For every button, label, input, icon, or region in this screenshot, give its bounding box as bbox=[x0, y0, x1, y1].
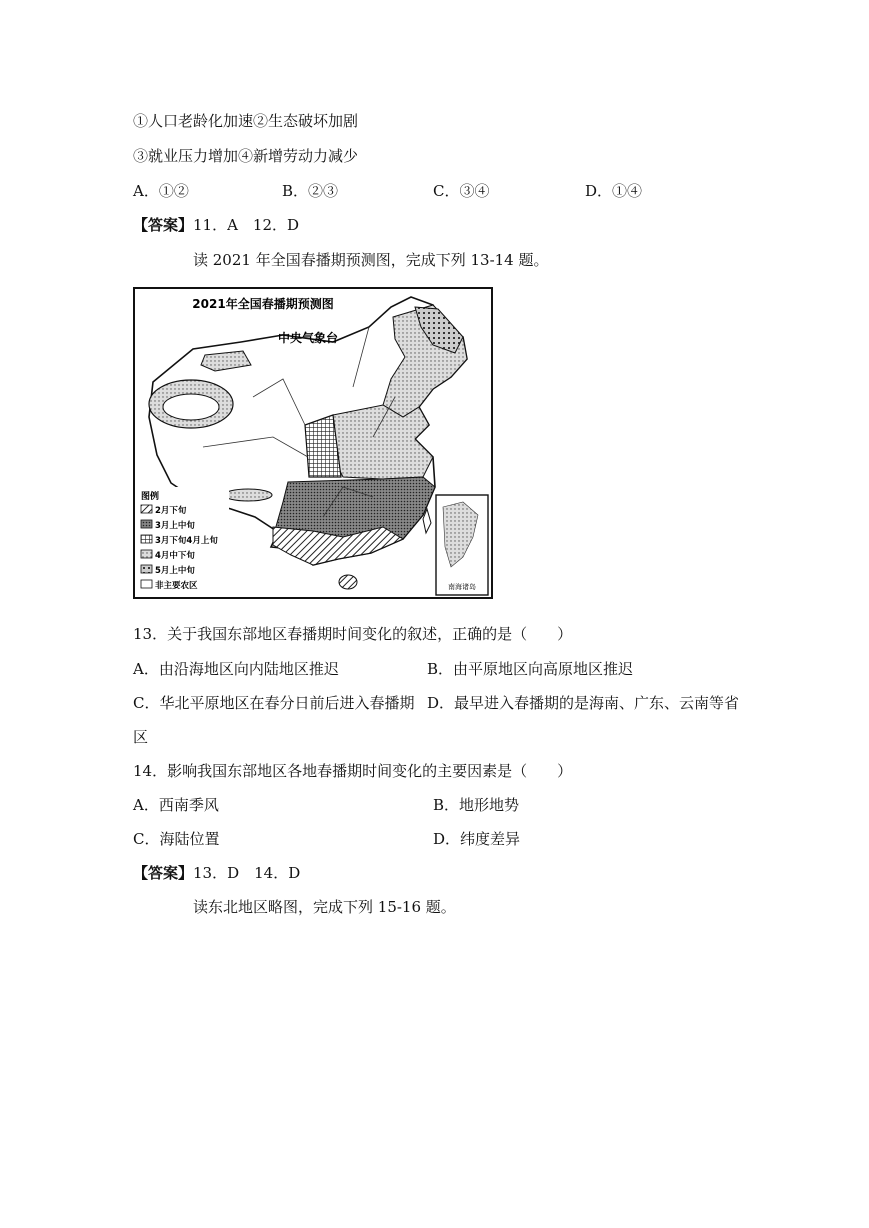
map-subtitle: 中央气象台 bbox=[277, 331, 339, 345]
legend-label-2: 3月上中旬 bbox=[155, 521, 195, 531]
legend-swatch-6 bbox=[141, 580, 152, 588]
legend-swatch-1 bbox=[141, 505, 152, 513]
answer-text-2: 13．D 14．D bbox=[193, 864, 301, 882]
map-legend bbox=[137, 487, 229, 597]
q14-option-b: B．地形地势 bbox=[433, 796, 520, 814]
q13-option-a: A．由沿海地区向内陆地区推迟 bbox=[133, 660, 339, 678]
q13-option-b: B．由平原地区向高原地区推迟 bbox=[427, 660, 634, 678]
legend-label-4: 4月中下旬 bbox=[155, 551, 195, 561]
statements-line-2: ③就业压力增加④新增劳动力减少 bbox=[133, 147, 359, 165]
legend-swatch-5 bbox=[141, 565, 152, 573]
answer-tag-2: 【答案】 bbox=[133, 864, 194, 882]
option-a: A．①② bbox=[133, 182, 189, 200]
option-d: D．①④ bbox=[585, 182, 643, 200]
intro-13-14: 读 2021 年全国春播期预测图，完成下列 13-14 题。 bbox=[193, 251, 549, 269]
spring-sowing-map bbox=[133, 287, 493, 599]
legend-label-5: 5月上中旬 bbox=[155, 566, 195, 576]
legend-title: 图例 bbox=[141, 492, 160, 502]
q13-option-d: D．最早进入春播期的是海南、广东、云南等省 bbox=[427, 694, 740, 712]
answer-line-1 bbox=[133, 215, 299, 235]
legend-swatch-4 bbox=[141, 550, 152, 558]
legend-label-6: 非主要农区 bbox=[155, 581, 198, 591]
q14-stem: 14．影响我国东部地区各地春播期时间变化的主要因素是（ ） bbox=[133, 762, 573, 780]
statements-line-1: ①人口老龄化加速②生态破坏加剧 bbox=[133, 112, 359, 130]
legend-swatch-2 bbox=[141, 520, 152, 528]
q13-stem: 13．关于我国东部地区春播期时间变化的叙述，正确的是（ ） bbox=[133, 625, 573, 643]
map-title: 2021年全国春播期预测图 bbox=[192, 297, 334, 311]
answer-tag: 【答案】 bbox=[133, 216, 194, 234]
north-china-region bbox=[328, 405, 433, 479]
hainan-island bbox=[339, 575, 357, 589]
intro-15-16: 读东北地区略图，完成下列 15-16 题。 bbox=[193, 898, 456, 916]
legend-label-1: 2月下旬 bbox=[155, 506, 187, 516]
q13-option-c: C．华北平原地区在春分日前后进入春播期 bbox=[133, 694, 415, 712]
answer-line-2 bbox=[133, 863, 300, 883]
inset-label: 南海诸岛 bbox=[448, 583, 476, 591]
q14-option-a: A．西南季风 bbox=[133, 796, 219, 814]
legend-swatch-3 bbox=[141, 535, 152, 543]
option-c: C．③④ bbox=[433, 182, 490, 200]
tarim-basin bbox=[163, 394, 219, 420]
option-b: B．②③ bbox=[282, 182, 339, 200]
q14-option-c: C．海陆位置 bbox=[133, 830, 220, 848]
legend-label-3: 3月下旬4月上旬 bbox=[155, 536, 218, 546]
yarlung-valley bbox=[224, 489, 272, 501]
q13-option-d-wrap: 区 bbox=[133, 728, 149, 746]
q14-option-d: D．纬度差异 bbox=[433, 830, 521, 848]
answer-text: 11．A 12．D bbox=[193, 216, 300, 234]
